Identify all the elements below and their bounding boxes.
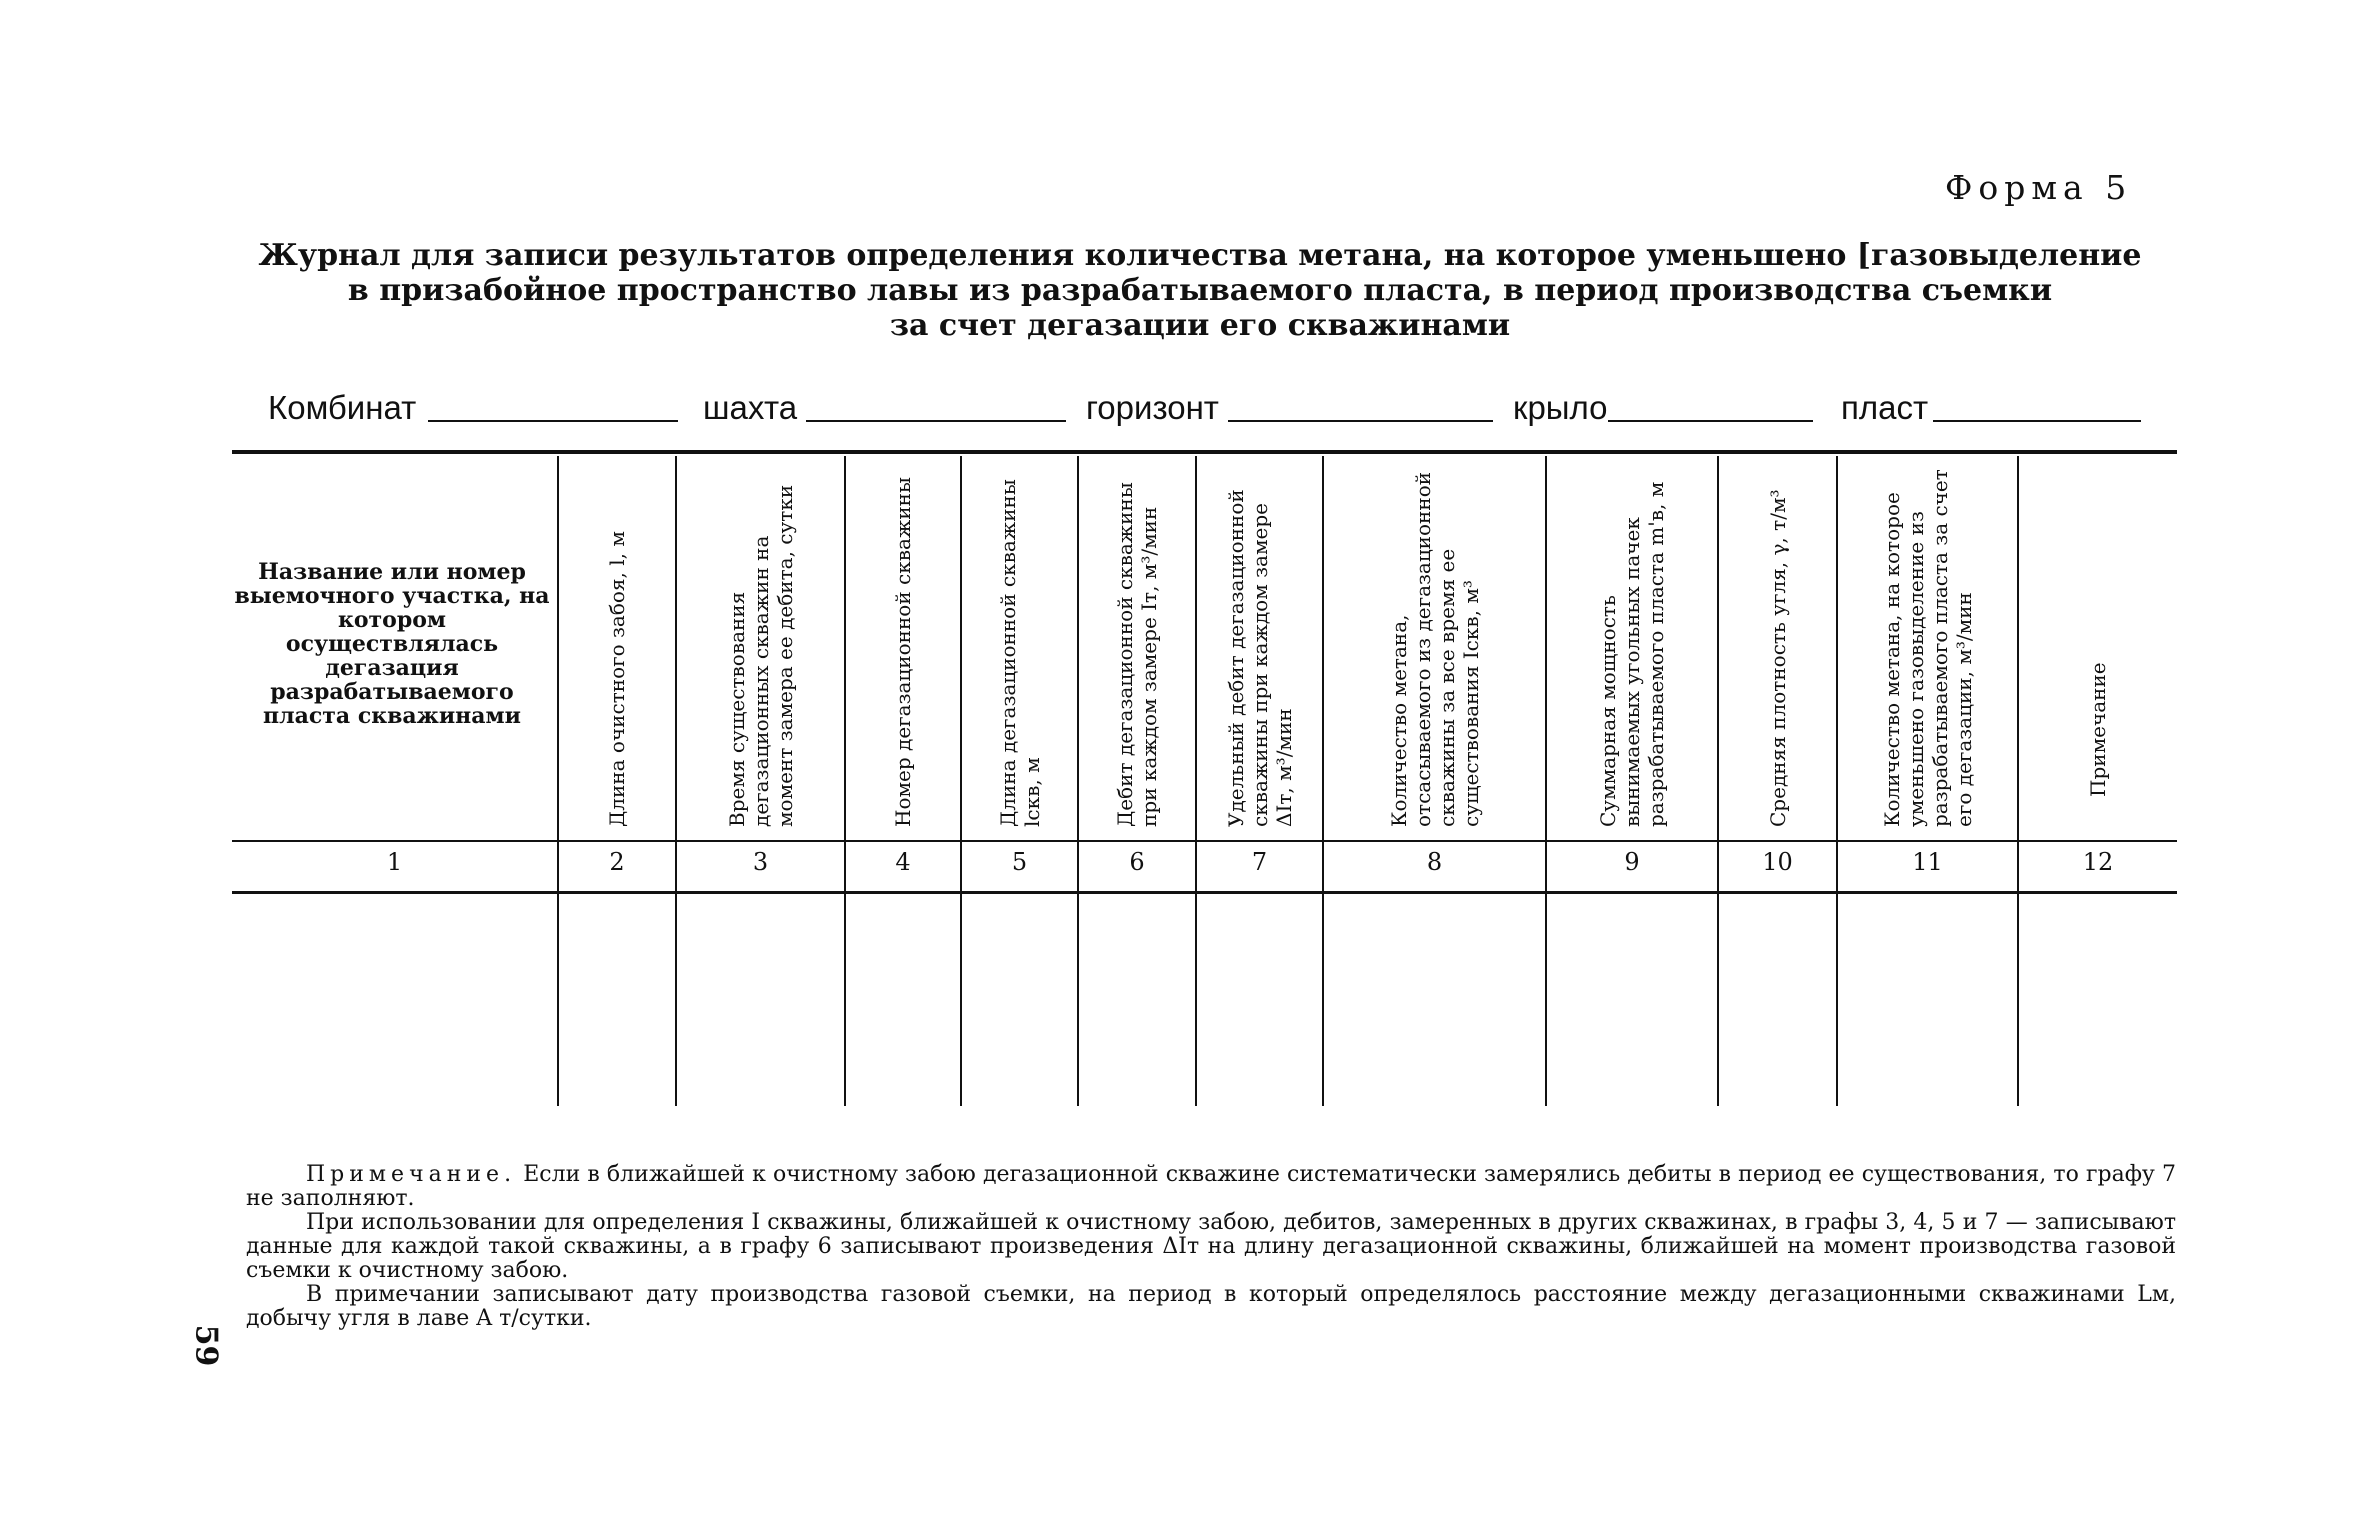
col-number: 3 <box>752 848 769 876</box>
col-number: 8 <box>1426 848 1443 876</box>
title-line-1: Журнал для записи результатов определения количества метана, на которое уменьшено [газовыделение <box>258 238 2142 273</box>
note-paragraph-3: В примечании записывают дату производства газовой съемки, на период в который определялось расстояние между дегазационными скважинами Lм, добычу угля в лаве A т/сутки. <box>246 1282 2176 1331</box>
col-number: 4 <box>895 848 911 876</box>
field-krylo-blank <box>1608 420 1813 422</box>
header-fields <box>268 385 2143 433</box>
col-number: 5 <box>1011 848 1028 876</box>
note-paragraph-1 <box>246 1163 2176 1211</box>
col-4-header: Номер дегазационной скважины <box>891 476 915 827</box>
col-7-header: Удельный дебит дегазационной скважины при каждом замере ΔIт, м³/мин <box>1223 488 1296 827</box>
field-gorizont: горизонт <box>1086 389 1219 426</box>
col-3-header: Время существования дегазационных скважин на момент замера ее дебита, сутки <box>724 484 797 827</box>
col-5-header: Длина дегазационной скважины lскв, м <box>995 478 1044 827</box>
col-number: 7 <box>1251 848 1268 876</box>
table-top-rule <box>232 450 2177 454</box>
field-kombinat-blank <box>428 420 678 422</box>
field-kombinat: Комбинат <box>268 389 417 426</box>
title-line-2: в призабойное пространство лавы из разрабатываемого пласта, в период производства съемки <box>347 273 2053 308</box>
field-shakhta: шахта <box>703 389 798 426</box>
col-number: 6 <box>1129 848 1145 876</box>
title-line-3: за счет дегазации его скважинами <box>889 308 1511 343</box>
document-title <box>250 238 2150 343</box>
field-shakhta-blank <box>806 420 1066 422</box>
col-10-header: Средняя плотность угля, γ, т/м³ <box>1765 488 1790 827</box>
page-number: 59 <box>188 1324 224 1367</box>
col-9-header: Суммарная мощность вынимаемых угольных пачек разрабатываемого пласта m'в, м <box>1596 481 1668 827</box>
col-8-header: Количество метана, отсасываемого из дегазационной скважины за все время ее существования Iскв, м³ <box>1386 471 1483 827</box>
field-krylo: крыло <box>1513 389 1608 426</box>
header-bottom-rule <box>232 840 2177 842</box>
col-12-header: Примечание <box>2086 661 2110 797</box>
col-1-header: Название или номер выемочного участка, на котором осуществлялась дегазация разрабатываемого пласта скважинами <box>234 559 550 729</box>
field-plast-blank <box>1933 420 2141 422</box>
col-number: 11 <box>1912 848 1943 876</box>
col-2-header: Длина очистного забоя, l, м <box>605 530 629 827</box>
col-number: 1 <box>386 848 403 876</box>
col-number: 2 <box>609 848 625 876</box>
field-gorizont-blank <box>1228 420 1493 422</box>
col-number: 10 <box>1762 848 1793 876</box>
note-label: Примечание. <box>306 1162 517 1187</box>
number-row-rule <box>232 891 2177 894</box>
field-plast: пласт <box>1841 389 1929 426</box>
col-11-header: Количество метана, на которое уменьшено газовыделение из разрабатываемого пласта за счет его дегазации, м³/мин <box>1879 468 1976 827</box>
notes-section <box>246 1163 2176 1331</box>
col-number: 9 <box>1624 848 1640 876</box>
note-paragraph-2: При использовании для определения I скважины, ближайшей к очистному забою, дебитов, замеренных в других скважинах, в графы 3, 4, 5 и 7 — записывают данные для каждой такой скважины, а в графу 6 записывают произведения ΔIт на длину дегазационной скважины, ближайшей на момент производства газовой съемки к очистному забою. <box>246 1210 2176 1283</box>
journal-table <box>232 450 2177 1110</box>
col-number: 12 <box>2082 848 2114 876</box>
col-6-header: Дебит дегазационной скважины при каждом замере Iт, м³/мин <box>1113 481 1161 827</box>
note-text-1: Если в ближайшей к очистному забою дегазационной скважине систематически замерялись дебиты в период ее существования, то графу 7 не заполняют. <box>246 1162 2176 1211</box>
form-label: Форма 5 <box>1945 168 2133 207</box>
